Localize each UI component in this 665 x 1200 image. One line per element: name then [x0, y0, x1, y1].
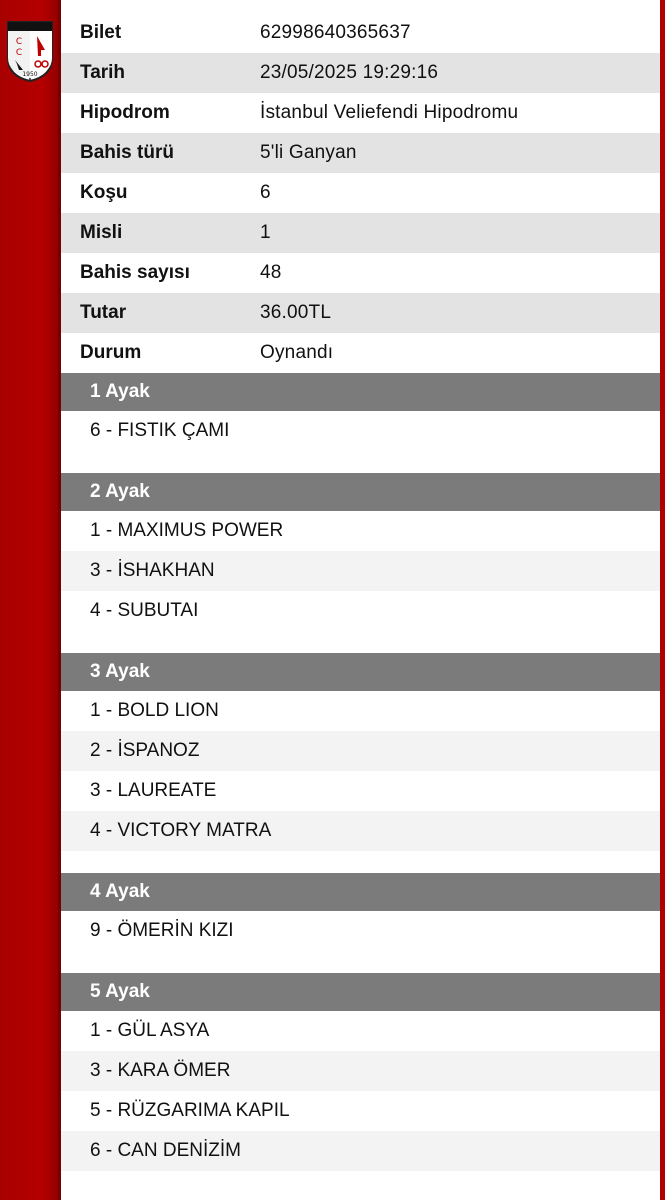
sidebar-strip [0, 0, 61, 1200]
ticket-row [61, 333, 660, 373]
ticket-details [61, 13, 660, 373]
horse-item: 9 - ÖMERİN KIZI [90, 920, 234, 941]
horse-item: 1 - MAXIMUS POWER [90, 520, 284, 541]
svg-text:C: C [15, 48, 23, 58]
ticket-row-label: Bahis türü [80, 142, 174, 163]
horse-item: 4 - VICTORY MATRA [61, 811, 660, 851]
right-edge [660, 0, 665, 1200]
ticket-row-value: 62998640365637 [260, 22, 411, 43]
ticket-row [61, 173, 660, 213]
ticket-row [61, 293, 660, 333]
ticket-row [61, 133, 660, 173]
ticket-row-label: Hipodrom [80, 102, 170, 123]
svg-text:C: C [15, 37, 23, 47]
ticket-content [61, 0, 660, 1171]
ticket-row-value: 23/05/2025 19:29:16 [260, 62, 439, 83]
horse-item: 3 - İSHAKHAN [61, 551, 660, 591]
leg-header: 2 Ayak [61, 473, 660, 511]
ticket-row-label: Tarih [80, 62, 126, 83]
horse-item: 6 - FISTIK ÇAMI [90, 420, 230, 441]
ticket-row-value: 6 [260, 182, 271, 203]
horse-item: 3 - LAUREATE [90, 780, 217, 801]
ticket-row [61, 253, 660, 293]
ticket-row [61, 213, 660, 253]
ticket-row-value: Oynandı [260, 342, 334, 363]
horse-item: 5 - RÜZGARIMA KAPIL [90, 1100, 290, 1121]
ticket-row-value: İstanbul Veliefendi Hipodromu [260, 102, 519, 123]
ticket-row [61, 53, 660, 93]
horse-item: 4 - SUBUTAI [90, 600, 199, 621]
ticket-row-label: Bahis sayısı [80, 262, 190, 283]
horse-item: 2 - İSPANOZ [61, 731, 660, 771]
ticket-row-label: Koşu [80, 182, 128, 203]
svg-text:1950: 1950 [22, 71, 38, 78]
leg-header: 5 Ayak [61, 973, 660, 1011]
ticket-row [61, 93, 660, 133]
ticket-row-label: Tutar [80, 302, 127, 323]
club-crest-icon [5, 18, 55, 82]
leg-header: 3 Ayak [61, 653, 660, 691]
leg-header: 1 Ayak [61, 373, 660, 411]
horse-item: 6 - CAN DENİZİM [61, 1131, 660, 1171]
ticket-row-value: 5'li Ganyan [260, 142, 357, 163]
horse-item: 1 - GÜL ASYA [90, 1020, 210, 1041]
ticket-row-label: Durum [80, 342, 142, 363]
ticket-row [61, 13, 660, 53]
ticket-row-value: 48 [260, 262, 282, 283]
ticket-row-label: Bilet [80, 22, 122, 43]
ticket-row-value: 1 [260, 222, 271, 243]
legs-list [61, 373, 660, 1171]
horse-item: 3 - KARA ÖMER [61, 1051, 660, 1091]
leg-header: 4 Ayak [61, 873, 660, 911]
ticket-row-value: 36.00TL [260, 302, 332, 323]
horse-item: 1 - BOLD LION [90, 700, 219, 721]
ticket-row-label: Misli [80, 222, 123, 243]
